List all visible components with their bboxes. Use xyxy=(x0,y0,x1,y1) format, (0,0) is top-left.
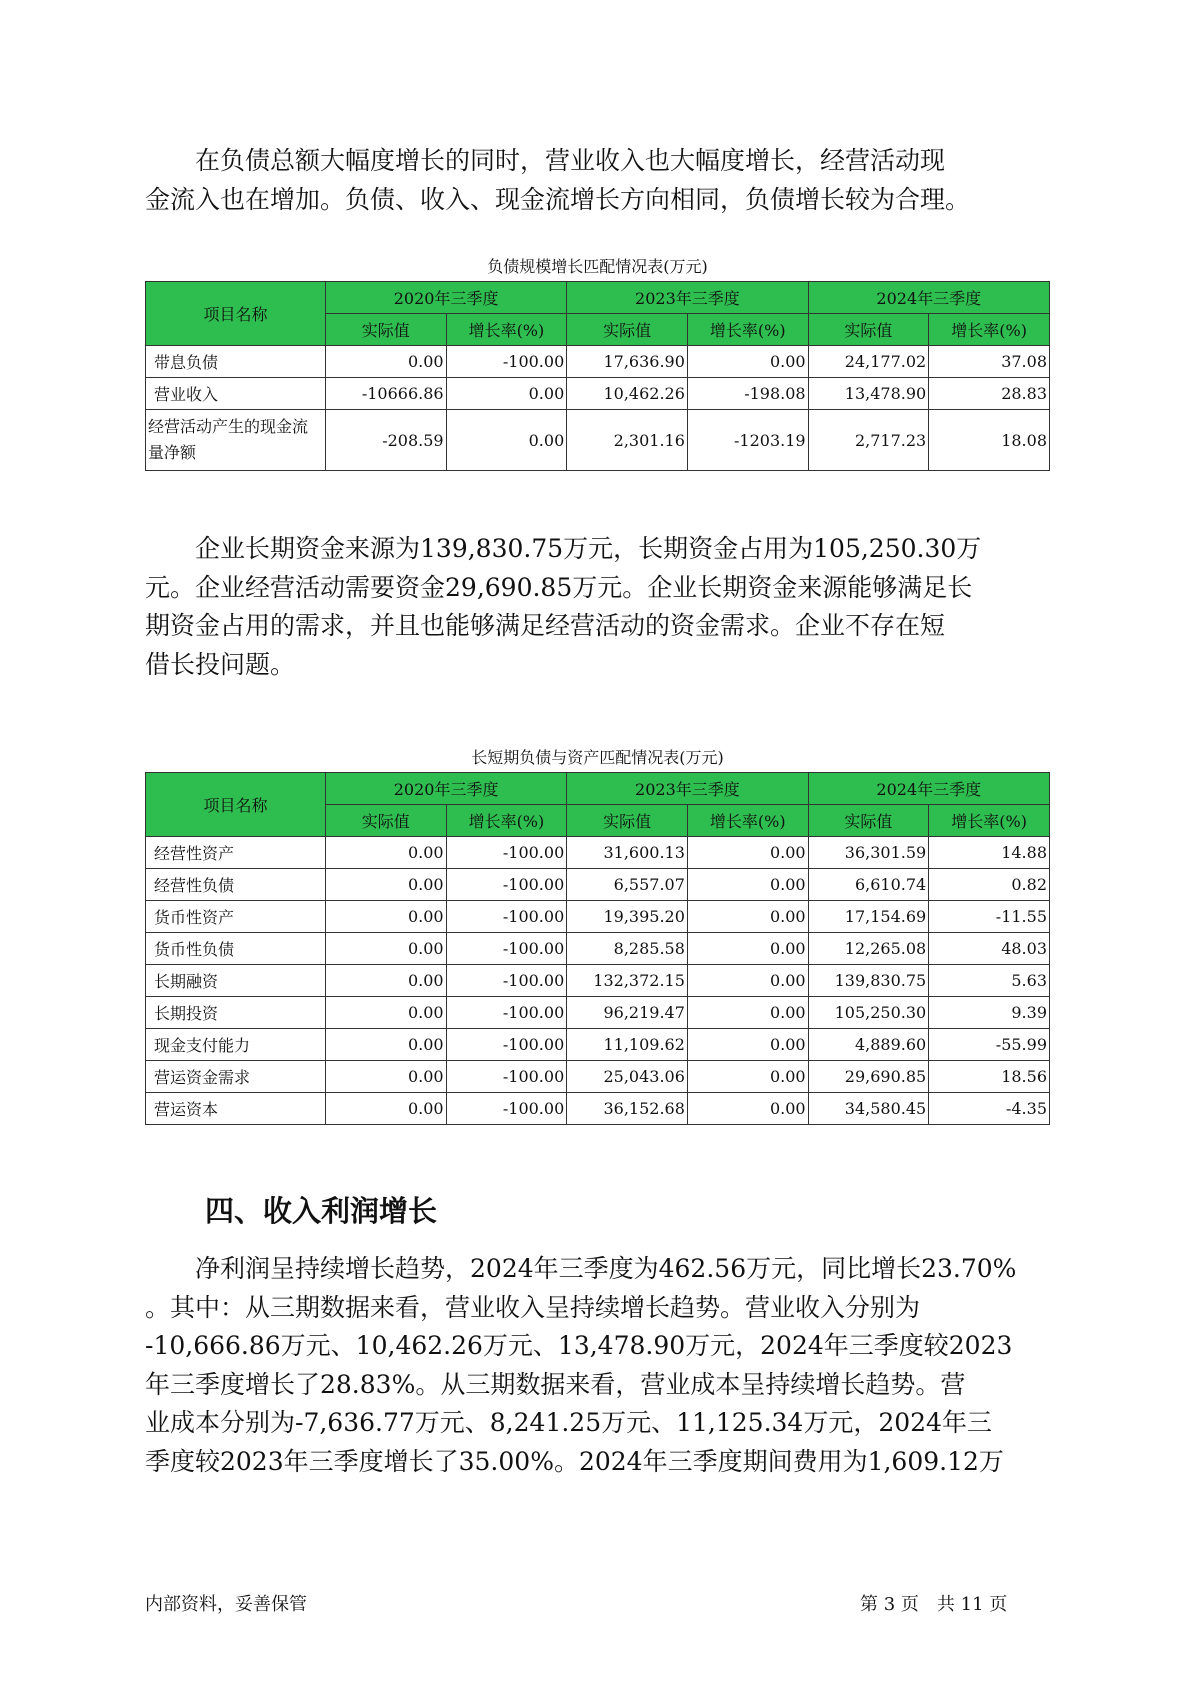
cell: 0.00 xyxy=(687,1093,808,1125)
table-row xyxy=(146,997,1050,1029)
cell: 0.00 xyxy=(687,346,808,378)
row-name: 营运资本 xyxy=(146,1093,326,1125)
row-name: 长期融资 xyxy=(146,965,326,997)
table-row xyxy=(146,965,1050,997)
paragraph-1 xyxy=(145,142,1050,219)
table-row xyxy=(146,933,1050,965)
cell: 37.08 xyxy=(929,346,1050,378)
paragraph-line: 期资金占用的需求，并且也能够满足经营活动的资金需求。企业不存在短 xyxy=(145,611,946,640)
paragraph-2 xyxy=(145,530,1050,684)
header-actual: 实际值 xyxy=(567,805,688,837)
row-name: 营运资金需求 xyxy=(146,1061,326,1093)
table-1-caption: 负债规模增长匹配情况表(万元) xyxy=(487,257,708,276)
cell: 0.00 xyxy=(687,901,808,933)
header-period: 2020年三季度 xyxy=(325,282,566,314)
cell: -100.00 xyxy=(446,1093,567,1125)
header-period: 2024年三季度 xyxy=(808,282,1049,314)
header-item-name: 项目名称 xyxy=(146,773,326,837)
table-row xyxy=(146,410,1050,471)
cell: -100.00 xyxy=(446,901,567,933)
paragraph-line: 年三季度增长了28.83%。从三期数据来看，营业成本呈持续增长趋势。营 xyxy=(145,1369,966,1399)
table-row xyxy=(146,346,1050,378)
cell: 0.00 xyxy=(325,1029,446,1061)
header-growth: 增长率(%) xyxy=(687,314,808,346)
cell: -100.00 xyxy=(446,965,567,997)
cell: 96,219.47 xyxy=(567,997,688,1029)
cell: 4,889.60 xyxy=(808,1029,929,1061)
cell: 0.00 xyxy=(325,965,446,997)
cell: 18.08 xyxy=(929,410,1050,471)
cell: -100.00 xyxy=(446,346,567,378)
header-actual: 实际值 xyxy=(808,805,929,837)
footer-page-number: 第 3 页 共 11 页 xyxy=(860,1594,1008,1615)
cell: -4.35 xyxy=(929,1093,1050,1125)
header-growth: 增长率(%) xyxy=(446,805,567,837)
section-heading: 四、收入利润增长 xyxy=(205,1194,438,1228)
cell: 28.83 xyxy=(929,378,1050,410)
debt-growth-table xyxy=(145,281,1050,471)
row-name: 经营性负债 xyxy=(146,869,326,901)
cell: 11,109.62 xyxy=(567,1029,688,1061)
paragraph-line: 企业长期资金来源为139,830.75万元，长期资金占用为105,250.30万 xyxy=(145,534,982,563)
cell: 0.00 xyxy=(687,965,808,997)
table-row xyxy=(146,378,1050,410)
cell: 0.00 xyxy=(446,410,567,471)
cell: -208.59 xyxy=(325,410,446,471)
row-name: 经营活动产生的现金流量净额 xyxy=(146,410,326,471)
row-name: 带息负债 xyxy=(146,346,326,378)
cell: 2,301.16 xyxy=(567,410,688,471)
header-actual: 实际值 xyxy=(808,314,929,346)
row-name: 营业收入 xyxy=(146,378,326,410)
cell: 0.00 xyxy=(687,997,808,1029)
cell: 24,177.02 xyxy=(808,346,929,378)
table-row xyxy=(146,837,1050,869)
cell: 2,717.23 xyxy=(808,410,929,471)
cell: -10666.86 xyxy=(325,378,446,410)
row-name: 货币性负债 xyxy=(146,933,326,965)
row-name: 货币性资产 xyxy=(146,901,326,933)
cell: 0.00 xyxy=(325,997,446,1029)
table-row xyxy=(146,901,1050,933)
cell: 18.56 xyxy=(929,1061,1050,1093)
header-growth: 增长率(%) xyxy=(929,805,1050,837)
cell: 19,395.20 xyxy=(567,901,688,933)
cell: 0.00 xyxy=(687,1029,808,1061)
cell: 29,690.85 xyxy=(808,1061,929,1093)
row-name: 经营性资产 xyxy=(146,837,326,869)
cell: 0.00 xyxy=(325,1093,446,1125)
cell: -100.00 xyxy=(446,837,567,869)
cell: 0.00 xyxy=(325,869,446,901)
cell: -55.99 xyxy=(929,1029,1050,1061)
cell: 36,301.59 xyxy=(808,837,929,869)
table-row xyxy=(146,869,1050,901)
paragraph-line: 借长投问题。 xyxy=(145,649,296,679)
cell: -100.00 xyxy=(446,933,567,965)
paragraph-line: 元。企业经营活动需要资金29,690.85万元。企业长期资金来源能够满足长 xyxy=(145,572,973,602)
cell: 0.00 xyxy=(325,901,446,933)
table-row xyxy=(146,1029,1050,1061)
row-name: 长期投资 xyxy=(146,997,326,1029)
cell: 14.88 xyxy=(929,837,1050,869)
cell: 0.00 xyxy=(325,933,446,965)
table-2-caption: 长短期负债与资产匹配情况表(万元) xyxy=(471,748,724,767)
header-actual: 实际值 xyxy=(325,314,446,346)
cell: 0.00 xyxy=(446,378,567,410)
cell: 6,557.07 xyxy=(567,869,688,901)
cell: -100.00 xyxy=(446,869,567,901)
row-name: 现金支付能力 xyxy=(146,1029,326,1061)
liability-asset-table xyxy=(145,772,1050,1125)
cell: 6,610.74 xyxy=(808,869,929,901)
header-actual: 实际值 xyxy=(567,314,688,346)
cell: 0.00 xyxy=(687,837,808,869)
paragraph-line: 。其中：从三期数据来看，营业收入呈持续增长趋势。营业收入分别为 xyxy=(145,1292,921,1322)
cell: 8,285.58 xyxy=(567,933,688,965)
cell: 25,043.06 xyxy=(567,1061,688,1093)
cell: 0.00 xyxy=(325,1061,446,1093)
cell: 36,152.68 xyxy=(567,1093,688,1125)
cell: 0.00 xyxy=(325,837,446,869)
cell: 12,265.08 xyxy=(808,933,929,965)
cell: 105,250.30 xyxy=(808,997,929,1029)
footer-confidential-note: 内部资料，妥善保管 xyxy=(145,1594,307,1615)
header-period: 2023年三季度 xyxy=(567,773,808,805)
cell: -100.00 xyxy=(446,1061,567,1093)
cell: 0.00 xyxy=(687,869,808,901)
header-item-name: 项目名称 xyxy=(146,282,326,346)
header-growth: 增长率(%) xyxy=(687,805,808,837)
cell: 34,580.45 xyxy=(808,1093,929,1125)
cell: -100.00 xyxy=(446,1029,567,1061)
header-period: 2020年三季度 xyxy=(325,773,566,805)
paragraph-line: 季度较2023年三季度增长了35.00%。2024年三季度期间费用为1,609.12万 xyxy=(145,1446,1004,1476)
paragraph-line: 在负债总额大幅度增长的同时，营业收入也大幅度增长，经营活动现 xyxy=(145,146,946,175)
cell: 17,154.69 xyxy=(808,901,929,933)
cell: 31,600.13 xyxy=(567,837,688,869)
paragraph-line: -10,666.86万元、10,462.26万元、13,478.90万元，2024年三季度较2023 xyxy=(145,1331,1013,1360)
paragraph-line: 金流入也在增加。负债、收入、现金流增长方向相同，负债增长较为合理。 xyxy=(145,184,971,214)
cell: 0.00 xyxy=(687,1061,808,1093)
cell: 48.03 xyxy=(929,933,1050,965)
header-growth: 增长率(%) xyxy=(929,314,1050,346)
header-period: 2024年三季度 xyxy=(808,773,1049,805)
header-growth: 增长率(%) xyxy=(446,314,567,346)
cell: 139,830.75 xyxy=(808,965,929,997)
cell: 132,372.15 xyxy=(567,965,688,997)
cell: 17,636.90 xyxy=(567,346,688,378)
table-row xyxy=(146,1093,1050,1125)
cell: 13,478.90 xyxy=(808,378,929,410)
cell: 0.82 xyxy=(929,869,1050,901)
paragraph-line: 净利润呈持续增长趋势，2024年三季度为462.56万元，同比增长23.70% xyxy=(145,1254,1017,1283)
paragraph-line: 业成本分别为-7,636.77万元、8,241.25万元、11,125.34万元，2024年三 xyxy=(145,1408,992,1437)
cell: 5.63 xyxy=(929,965,1050,997)
cell: -1203.19 xyxy=(687,410,808,471)
cell: 10,462.26 xyxy=(567,378,688,410)
cell: -198.08 xyxy=(687,378,808,410)
cell: -100.00 xyxy=(446,997,567,1029)
header-period: 2023年三季度 xyxy=(567,282,808,314)
cell: 0.00 xyxy=(325,346,446,378)
table-row xyxy=(146,1061,1050,1093)
paragraph-3 xyxy=(145,1250,1050,1481)
cell: 9.39 xyxy=(929,997,1050,1029)
cell: -11.55 xyxy=(929,901,1050,933)
header-actual: 实际值 xyxy=(325,805,446,837)
cell: 0.00 xyxy=(687,933,808,965)
